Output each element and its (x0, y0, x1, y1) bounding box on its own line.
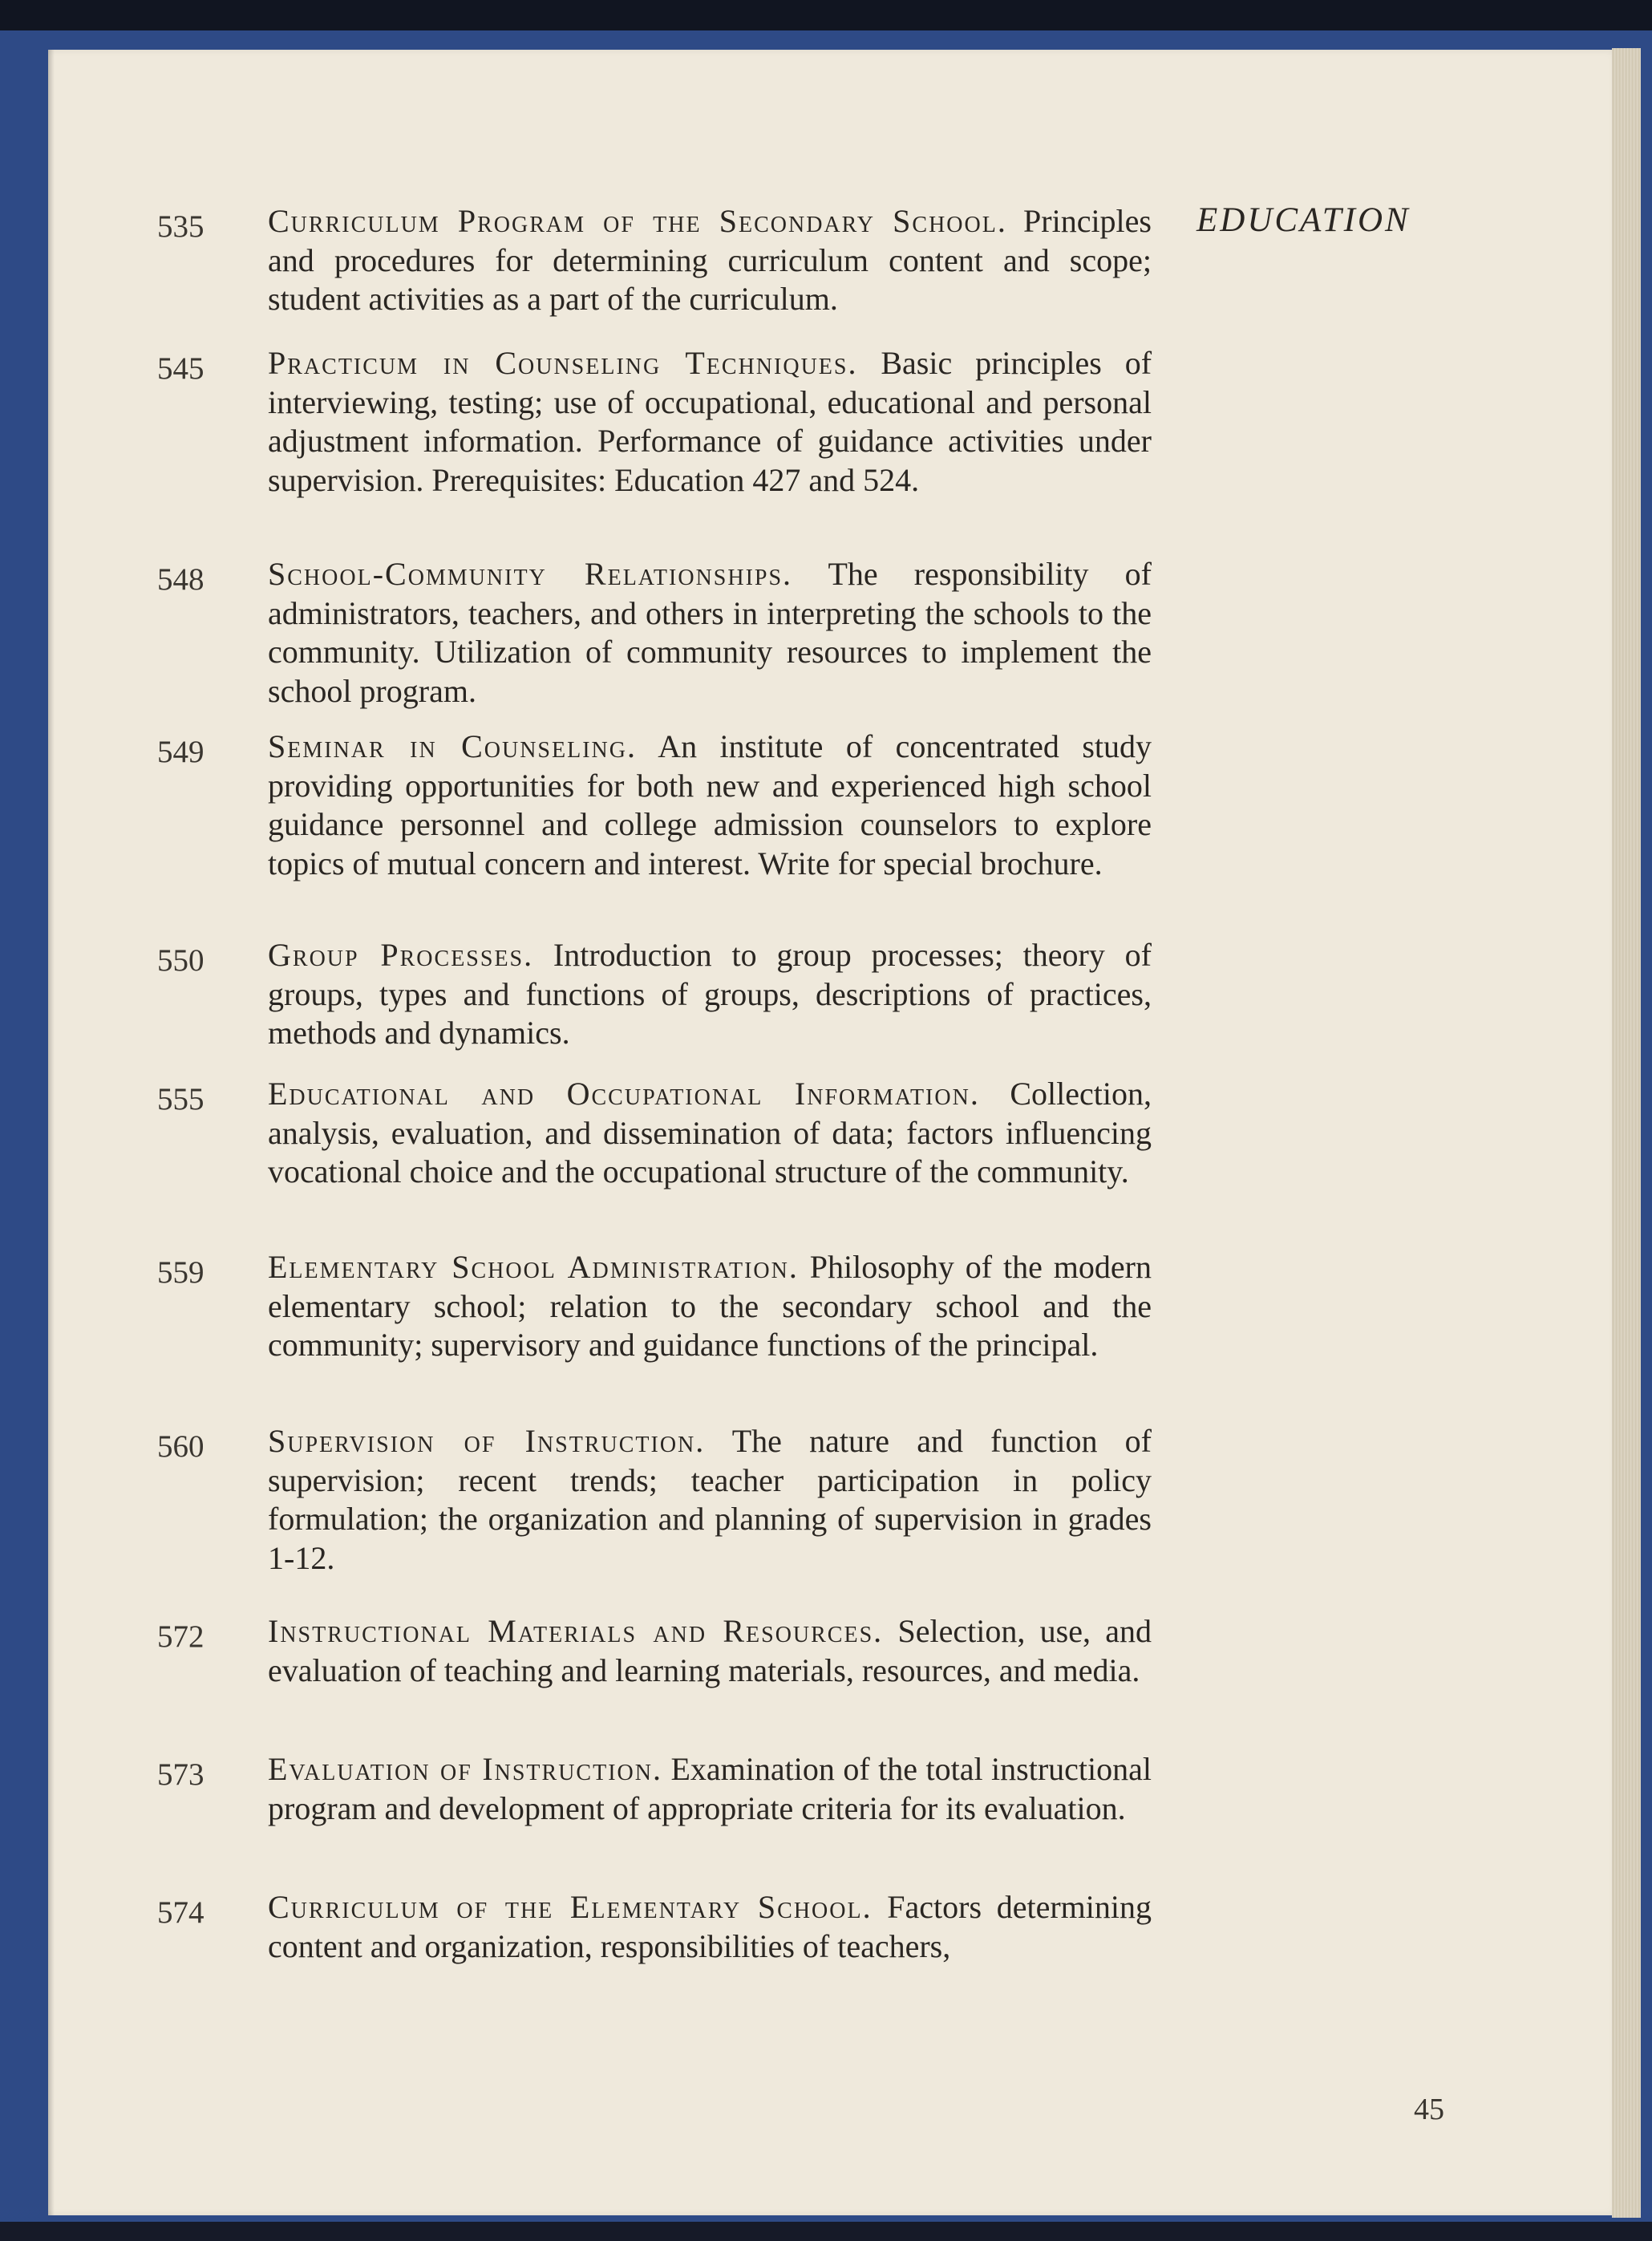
course-body: The responsibility of administrators, teachers, and others in interpreting the schools to the community. Utilization of community resources to implement the school program. (268, 556, 1152, 709)
course-description (268, 1750, 1152, 1828)
course-body: The nature and function of supervision; recent trends; teacher participation in policy formulation; the organization and planning of supervision in grades 1-12. (268, 1423, 1152, 1576)
course-number: 550 (157, 943, 204, 978)
course-description (268, 344, 1152, 500)
binding-bottom-edge (0, 2222, 1652, 2241)
course-description (268, 1248, 1152, 1365)
course-description (268, 1075, 1152, 1192)
course-body: Factors determining content and organization, responsibilities of teachers, (268, 1889, 1152, 1964)
course-body: Collection, analysis, evaluation, and dissemination of data; factors influencing vocational choice and the occupational structure of the community. (268, 1076, 1152, 1190)
spine-shadow (48, 50, 55, 2215)
course-number: 559 (157, 1255, 204, 1290)
course-description (268, 555, 1152, 711)
course-title: Practicum in Counseling Techniques. (268, 345, 858, 381)
course-description (268, 727, 1152, 883)
course-title: Supervision of Instruction. (268, 1423, 706, 1459)
course-description (268, 1612, 1152, 1690)
course-title: Curriculum of the Elementary School. (268, 1889, 873, 1925)
course-description (268, 936, 1152, 1053)
course-number: 572 (157, 1619, 204, 1654)
binding-top-edge (0, 0, 1652, 30)
course-body: Selection, use, and evaluation of teaching and learning materials, resources, and media. (268, 1613, 1152, 1688)
course-body: An institute of concentrated study providing opportunities for both new and experienced high school guidance personnel and college admission counselors to explore topics of mutual concern and interest. Write for special brochure. (268, 728, 1152, 881)
course-number: 535 (157, 209, 204, 244)
course-body: Introduction to group processes; theory of groups, types and functions of groups, descriptions of practices, methods and dynamics. (268, 937, 1152, 1052)
page-number: 45 (1414, 2093, 1444, 2126)
course-body: Principles and procedures for determining curriculum content and scope; student activities as a part of the curriculum. (268, 203, 1152, 318)
course-number: 545 (157, 351, 204, 386)
course-description (268, 1422, 1152, 1578)
course-number: 555 (157, 1082, 204, 1116)
course-description (268, 1888, 1152, 1966)
course-title: School-Community Relationships. (268, 556, 793, 592)
course-title: Instructional Materials and Resources. (268, 1613, 884, 1649)
course-body: Philosophy of the modern elementary school; relation to the secondary school and the community; supervisory and guidance functions of the principal. (268, 1249, 1152, 1364)
page-edges (1612, 48, 1641, 2218)
course-number: 548 (157, 562, 204, 597)
course-number: 549 (157, 735, 204, 769)
course-number: 573 (157, 1757, 204, 1792)
course-title: Curriculum Program of the Secondary School. (268, 203, 1007, 239)
course-title: Elementary School Administration. (268, 1249, 799, 1285)
course-body: Examination of the total instructional program and development of appropriate criteria for its evaluation. (268, 1751, 1152, 1826)
course-number: 574 (157, 1895, 204, 1930)
course-title: Seminar in Counseling. (268, 728, 637, 764)
course-title: Group Processes. (268, 937, 534, 973)
course-title: Educational and Occupational Information. (268, 1076, 980, 1112)
course-title: Evaluation of Instruction. (268, 1751, 662, 1787)
course-description (268, 202, 1152, 319)
course-number: 560 (157, 1429, 204, 1464)
section-heading: EDUCATION (1196, 201, 1411, 239)
course-body: Basic principles of interviewing, testing; use of occupational, educational and personal adjustment information. Performance of guidance activities under supervision. Prerequisites: Education 427 and 524. (268, 345, 1152, 498)
